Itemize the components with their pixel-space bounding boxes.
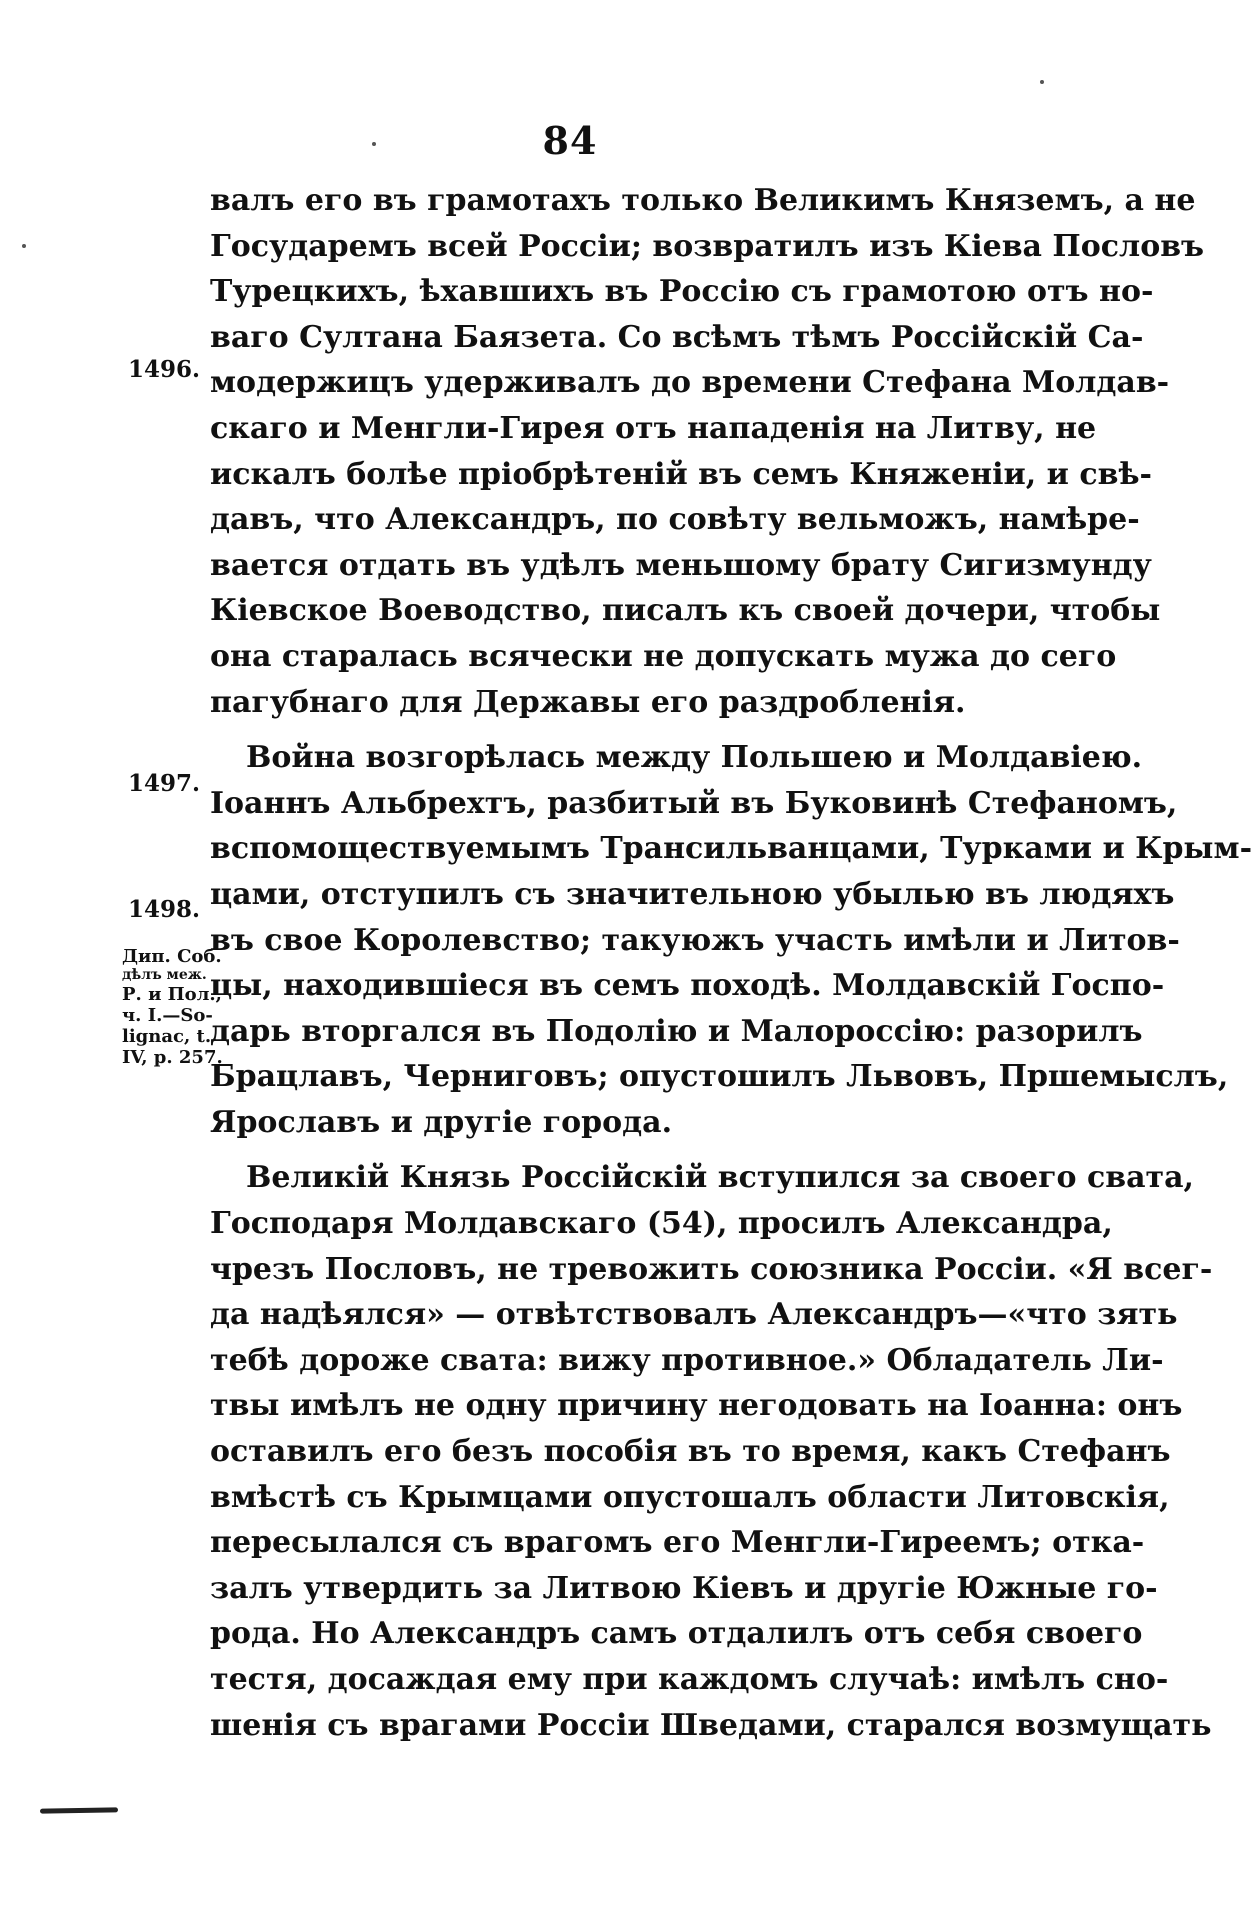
ink-speck bbox=[1040, 80, 1044, 84]
text-line: пагубнаго для Державы его раздробленія. bbox=[210, 684, 966, 720]
text-line: шенія съ врагами Россіи Шведами, старался возмущать bbox=[210, 1707, 1212, 1743]
text-line: въ свое Королевство; такуюжъ участь имѣли и Литов- bbox=[210, 922, 1180, 958]
text-line: залъ утвердить за Литвою Кіевъ и другіе Южные го- bbox=[210, 1570, 1158, 1606]
margin-year-1498: 1498. bbox=[128, 896, 201, 923]
text-line: пересылался съ врагомъ его Менгли-Гиреемъ; отка- bbox=[210, 1525, 1145, 1561]
text-line: цы, находившіеся въ семъ походѣ. Молдавскій Госпо- bbox=[210, 968, 1165, 1004]
text-line: тестя, досаждая ему при каждомъ случаѣ: имѣлъ сно- bbox=[210, 1662, 1169, 1697]
margin-year-1496: 1496. bbox=[128, 356, 201, 383]
text-line: Брацлавъ, Черниговъ; опустошилъ Львовъ, Пршемыслъ, bbox=[210, 1059, 1229, 1095]
ink-speck bbox=[22, 244, 26, 248]
text-line: скаго и Менгли-Гирея отъ нападенія на Литву, не bbox=[210, 410, 1097, 446]
text-line: твы имѣлъ не одну причину негодовать на Іоанна: онъ bbox=[210, 1388, 1183, 1424]
paragraph-3 bbox=[210, 1155, 1213, 1748]
paragraph-1 bbox=[210, 178, 1205, 725]
text-line: вмѣстѣ съ Крымцами опустошалъ области Литовскія, bbox=[210, 1479, 1170, 1515]
text-line: да надѣялся» — отвѣтствовалъ Александръ—«что зять bbox=[210, 1297, 1178, 1333]
ink-smudge bbox=[40, 1807, 118, 1813]
text-line: Ярославъ и другіе города. bbox=[210, 1104, 673, 1140]
text-line: модержицъ удерживалъ до времени Стефана Молдав- bbox=[210, 365, 1170, 401]
text-line: цами, отступилъ съ значительною убылью въ людяхъ bbox=[210, 876, 1175, 912]
ink-speck bbox=[372, 142, 376, 146]
text-line: Война возгорѣлась между Польшею и Молдавіею. bbox=[246, 740, 1143, 776]
text-line: Господаря Молдавскаго (54), просилъ Александра, bbox=[210, 1206, 1113, 1242]
text-line: вспомоществуемымъ Трансильванцами, Турками и Крым- bbox=[210, 831, 1252, 867]
margin-note-line: IV, p. 257. bbox=[122, 1047, 223, 1068]
text-line: валъ его въ грамотахъ только Великимъ Княземъ, а не bbox=[210, 183, 1196, 218]
text-line: Іоаннъ Альбрехтъ, разбитый въ Буковинѣ Стефаномъ, bbox=[210, 785, 1178, 821]
margin-note-line: дѣлъ меж. bbox=[122, 967, 207, 983]
text-line: Турецкихъ, ѣхавшихъ въ Россію съ грамотою отъ но- bbox=[210, 274, 1154, 310]
paragraph-2 bbox=[210, 735, 1252, 1145]
text-line: рода. Но Александръ самъ отдалилъ отъ себя своего bbox=[210, 1616, 1143, 1652]
page-number: 84 bbox=[542, 118, 598, 163]
text-line: искалъ болѣе пріобрѣтеній въ семъ Княженіи, и свѣ- bbox=[210, 456, 1152, 492]
text-line: Великій Князь Россійскій вступился за своего свата, bbox=[246, 1160, 1194, 1196]
margin-note-line: Р. и Пол., bbox=[122, 984, 222, 1005]
text-line: тебѣ дороже свата: вижу противное.» Обладатель Ли- bbox=[210, 1342, 1164, 1378]
body-text bbox=[210, 178, 1252, 1748]
margin-note-line: lignac, t. bbox=[122, 1026, 212, 1047]
margin-reference-note bbox=[122, 946, 223, 1068]
text-line: чрезъ Пословъ, не тревожить союзника Россіи. «Я всег- bbox=[210, 1251, 1213, 1287]
text-line: вается отдать въ удѣлъ меньшому брату Сигизмунду bbox=[210, 547, 1152, 583]
text-line: дарь вторгался въ Подолію и Малороссію: разорилъ bbox=[210, 1013, 1143, 1049]
text-line: ваго Султана Баязета. Со всѣмъ тѣмъ Россійскій Са- bbox=[210, 319, 1144, 355]
text-line: Кіевское Воеводство, писалъ къ своей дочери, чтобы bbox=[210, 593, 1161, 629]
text-line: давъ, что Александръ, по совѣту вельможъ, намѣре- bbox=[210, 502, 1140, 538]
margin-note-line: Дип. Соб. bbox=[122, 946, 222, 967]
text-line: Государемъ всей Россіи; возвратилъ изъ Кіева Пословъ bbox=[210, 228, 1205, 264]
margin-year-1497: 1497. bbox=[128, 770, 201, 797]
margin-note-line: ч. I.—So- bbox=[122, 1005, 213, 1026]
text-line: оставилъ его безъ пособія въ то время, какъ Стефанъ bbox=[210, 1434, 1171, 1470]
text-line: она старалась всячески не допускать мужа до сего bbox=[210, 638, 1117, 674]
